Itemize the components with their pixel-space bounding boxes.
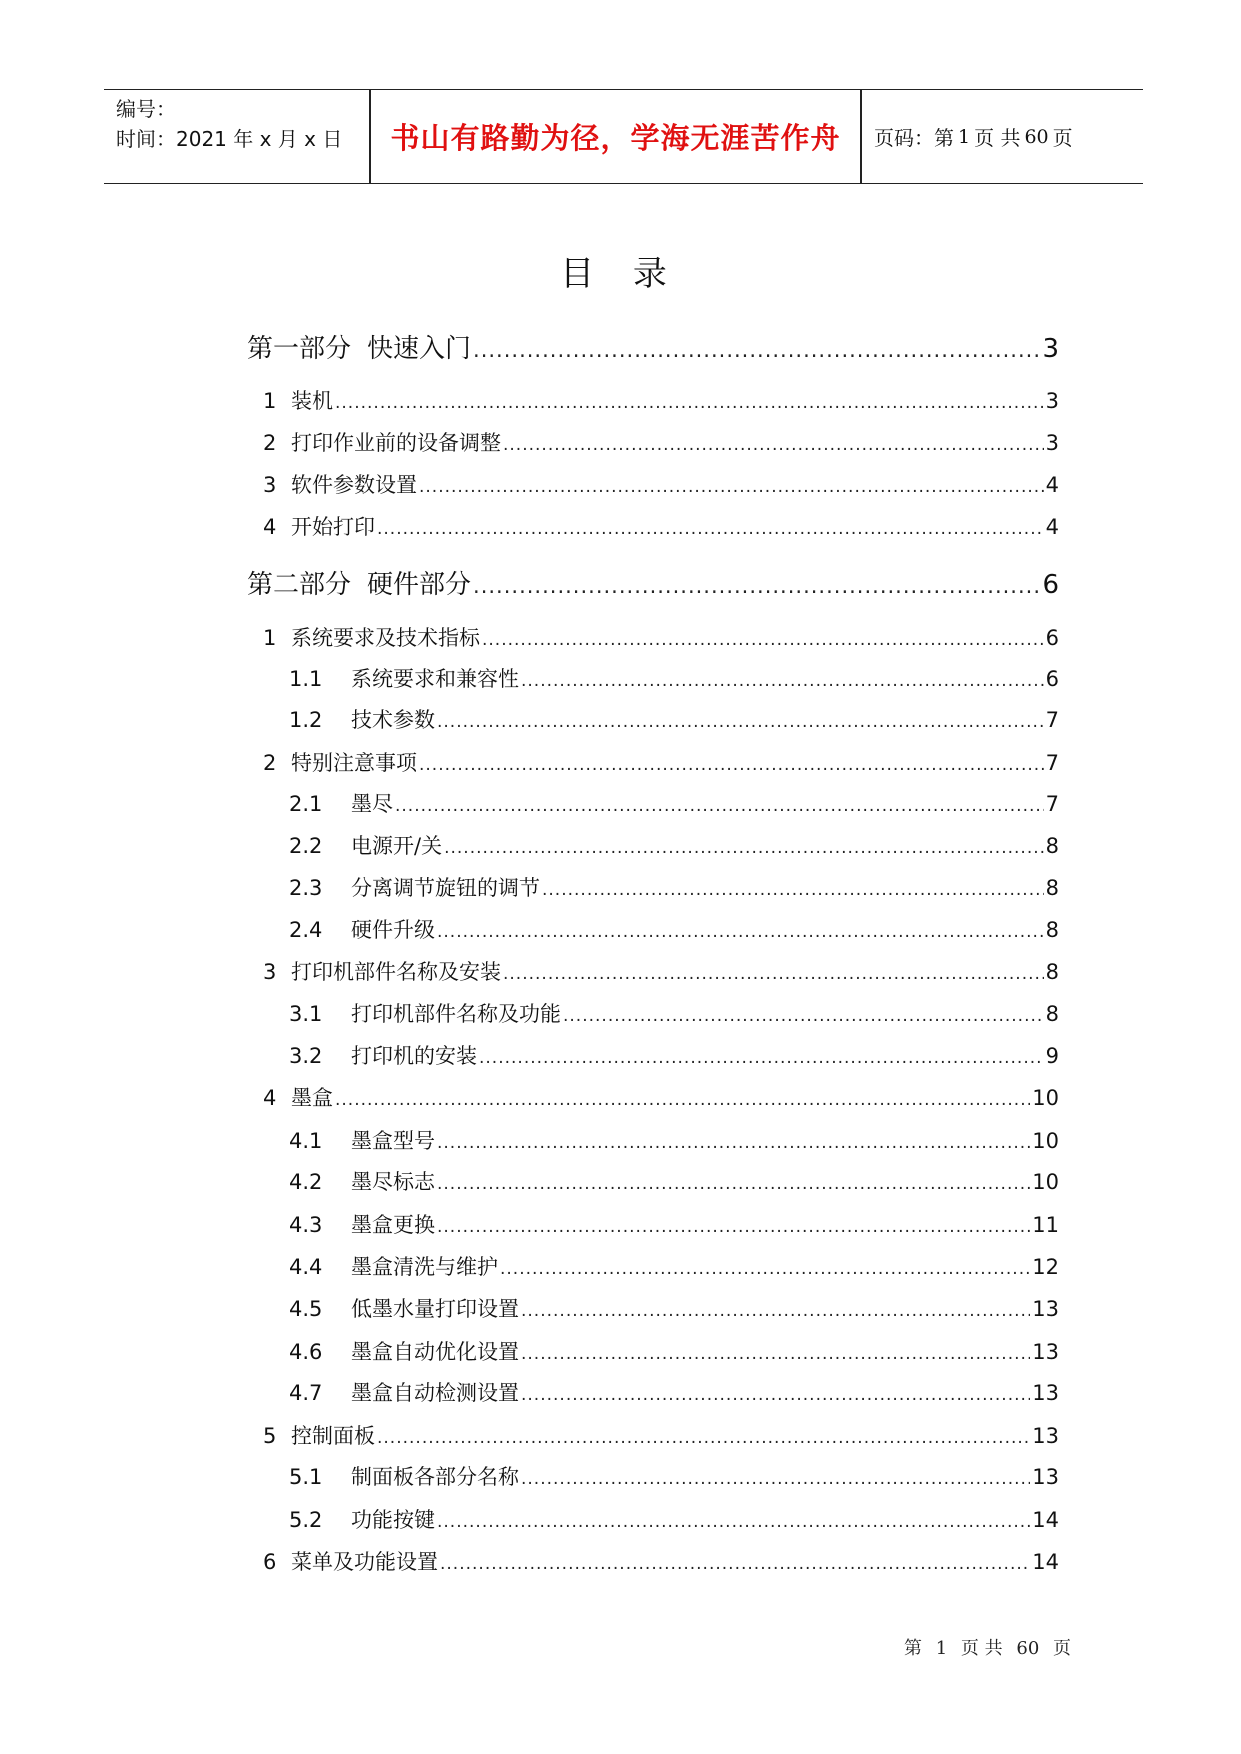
toc-entry-title: 分离调节旋钮的调节: [351, 876, 540, 900]
toc-entry[interactable]: [289, 704, 1059, 734]
toc-entry-number: 4: [263, 515, 277, 539]
toc-dot-leader: [395, 796, 1044, 816]
toc-entry-label: [263, 1546, 438, 1576]
toc-entry-number: 2: [263, 431, 277, 455]
toc-entry-number: 2.1: [289, 792, 323, 816]
toc-entry-page: 3: [1045, 431, 1059, 455]
toc-entry-page: 10: [1032, 1170, 1059, 1194]
footer-prefix: 第: [904, 1638, 922, 1659]
toc-entry-label: [289, 1293, 519, 1323]
toc-entry[interactable]: [247, 564, 1059, 601]
toc-entry-number: 2: [263, 751, 277, 775]
toc-entry-number: 5: [263, 1424, 277, 1448]
toc-dot-leader: [419, 477, 1044, 497]
toc-entry-page: 13: [1032, 1381, 1059, 1405]
toc-entry-title: 低墨水量打印设置: [351, 1297, 519, 1321]
toc-entry-title: 墨盒自动优化设置: [351, 1340, 519, 1364]
toc-entry-title: 技术参数: [351, 708, 435, 732]
toc-entry-title: 特别注意事项: [291, 751, 417, 775]
toc-entry-number: 1.2: [289, 708, 323, 732]
toc-dot-leader: [437, 922, 1044, 942]
toc-entry-title: 菜单及功能设置: [291, 1550, 438, 1574]
toc-entry-number: 4.3: [289, 1213, 323, 1237]
toc-title: 目 录: [560, 254, 681, 294]
toc-entry[interactable]: [289, 1251, 1059, 1281]
footer-total: 60: [1016, 1638, 1040, 1659]
toc-entry-title: 打印机部件名称及功能: [351, 1002, 561, 1026]
toc-dot-leader: [437, 1512, 1030, 1532]
toc-entry-label: [247, 328, 471, 365]
toc-entry-label: [289, 830, 442, 860]
toc-entry-label: [289, 1461, 519, 1491]
toc-entry-number: 3.1: [289, 1002, 323, 1026]
toc-dot-leader: [500, 1259, 1030, 1279]
page-suffix: 页: [1052, 126, 1073, 150]
toc-entry-page: 7: [1045, 708, 1059, 732]
toc-entry-number: 4.6: [289, 1340, 323, 1364]
footer-suffix: 页: [1053, 1638, 1072, 1659]
toc-entry-page: 8: [1045, 876, 1059, 900]
toc-dot-leader: [437, 1174, 1030, 1194]
toc-entry-label: [263, 622, 480, 652]
toc-entry[interactable]: [289, 1040, 1059, 1070]
toc-entry-title: 系统要求和兼容性: [351, 667, 519, 691]
footer-mid: 页 共: [960, 1638, 1003, 1659]
toc-entry-title: 墨盒型号: [351, 1129, 435, 1153]
toc-entry-title: 电源开/关: [351, 834, 443, 858]
toc-entry[interactable]: [289, 1166, 1059, 1196]
toc-entry-number: 5.1: [289, 1465, 323, 1489]
header-meta: [116, 94, 366, 154]
toc-entry-number: 4: [263, 1086, 277, 1110]
toc-entry-number: 1: [263, 626, 277, 650]
toc-entry-label: [289, 914, 435, 944]
toc-entry-number: 1.1: [289, 667, 323, 691]
toc-dot-leader: [419, 755, 1044, 775]
toc-dot-leader: [542, 880, 1044, 900]
toc-entry-label: [247, 564, 471, 601]
toc-dot-leader: [521, 1301, 1030, 1321]
toc-entry-number: 6: [263, 1550, 277, 1574]
toc-dot-leader: [440, 1554, 1030, 1574]
toc-entry-page: 13: [1032, 1424, 1059, 1448]
toc-entry-label: [289, 663, 519, 693]
toc-entry-page: 3: [1042, 334, 1059, 364]
toc-entry-label: [289, 1377, 519, 1407]
toc-entry[interactable]: [247, 328, 1059, 365]
toc-dot-leader: [521, 671, 1044, 691]
toc-entry-label: [263, 385, 333, 415]
toc-entry-number: 3: [263, 473, 277, 497]
toc-entry-page: 13: [1032, 1297, 1059, 1321]
toc-dot-leader: [377, 1428, 1030, 1448]
document-time: 时间：2021 年 x 月 x 日: [116, 127, 343, 151]
toc-entry-number: 4.7: [289, 1381, 323, 1405]
toc-entry-title: 硬件升级: [351, 918, 435, 942]
toc-entry-page: 9: [1045, 1044, 1059, 1068]
toc-dot-leader: [473, 574, 1040, 598]
toc-entry[interactable]: [289, 1377, 1059, 1407]
toc-entry-label: [289, 1251, 498, 1281]
toc-dot-leader: [482, 630, 1044, 650]
toc-entry-title: 打印机的安装: [351, 1044, 477, 1068]
toc-entry-page: 12: [1032, 1255, 1059, 1279]
toc-entry-page: 6: [1045, 667, 1059, 691]
toc-entry-number: 3: [263, 960, 277, 984]
toc-entry-number: 1: [263, 389, 277, 413]
toc-entry-page: 8: [1045, 918, 1059, 942]
toc-entry-label: [263, 956, 501, 986]
toc-entry-label: [289, 704, 435, 734]
toc-dot-leader: [563, 1006, 1044, 1026]
toc-entry-label: [263, 1420, 375, 1450]
toc-entry-page: 7: [1045, 751, 1059, 775]
page-mid: 页 共: [974, 126, 1021, 150]
toc-entry-page: 8: [1045, 834, 1059, 858]
toc-entry-number: 2.4: [289, 918, 323, 942]
toc-dot-leader: [377, 519, 1044, 539]
toc-entry[interactable]: [263, 1420, 1059, 1450]
toc-entry-number: 2.2: [289, 834, 323, 858]
toc-entry-title: 墨盒自动检测设置: [351, 1381, 519, 1405]
toc-entry-title: 软件参数设置: [291, 473, 417, 497]
toc-dot-leader: [335, 393, 1044, 413]
toc-entry-title: 墨尽: [351, 792, 393, 816]
toc-entry-label: [289, 998, 561, 1028]
toc-entry-page: 13: [1032, 1340, 1059, 1364]
toc-entry-label: [263, 511, 375, 541]
toc-entry-number: 2.3: [289, 876, 323, 900]
toc-entry-page: 8: [1045, 960, 1059, 984]
toc-dot-leader: [521, 1344, 1030, 1364]
toc-entry[interactable]: [289, 1125, 1059, 1155]
toc-entry-page: 14: [1032, 1508, 1059, 1532]
toc-entry-title: 墨盒清洗与维护: [351, 1255, 498, 1279]
toc-entry[interactable]: [263, 469, 1059, 499]
toc-dot-leader: [437, 1217, 1030, 1237]
toc-entry-label: [289, 872, 540, 902]
toc-dot-leader: [473, 338, 1040, 362]
toc-entry[interactable]: [289, 1504, 1059, 1534]
toc-entry-label: [289, 1209, 435, 1239]
toc-entry-title: 打印作业前的设备调整: [291, 431, 501, 455]
toc-entry-number: 5.2: [289, 1508, 323, 1532]
header-divider: [860, 90, 862, 183]
toc-entry[interactable]: [289, 788, 1059, 818]
header-motto: 书山有路勤为径，学海无涯苦作舟: [390, 121, 841, 155]
toc-entry-label: [289, 788, 393, 818]
toc-dot-leader: [503, 964, 1044, 984]
toc-entry-label: [289, 1125, 435, 1155]
footer-current: 1: [935, 1638, 948, 1659]
toc-entry-number: 4.4: [289, 1255, 323, 1279]
toc-entry-title: 墨盒: [291, 1086, 333, 1110]
toc-entry[interactable]: [263, 1546, 1059, 1576]
page-footer: [904, 1634, 1079, 1660]
toc-entry-number: 第一部分: [247, 334, 352, 364]
toc-entry[interactable]: [263, 427, 1059, 457]
toc-dot-leader: [444, 838, 1044, 858]
toc-entry[interactable]: [263, 511, 1059, 541]
toc-dot-leader: [479, 1048, 1044, 1068]
toc-entry-page: 7: [1045, 792, 1059, 816]
page-total: 60: [1024, 125, 1049, 148]
toc-entry-label: [263, 469, 417, 499]
toc-entry-title: 快速入门: [367, 334, 472, 364]
toc-entry-page: 6: [1042, 570, 1059, 600]
toc-entry-page: 3: [1045, 389, 1059, 413]
header-page-number: [874, 90, 1073, 183]
toc-entry-title: 装机: [291, 389, 333, 413]
toc-entry-number: 第二部分: [247, 570, 352, 600]
page-header: [104, 89, 1143, 184]
toc-entry-page: 14: [1032, 1550, 1059, 1574]
toc-entry-label: [289, 1040, 477, 1070]
toc-entry-page: 4: [1045, 515, 1059, 539]
toc-dot-leader: [437, 712, 1044, 732]
toc-entry-page: 4: [1045, 473, 1059, 497]
toc-dot-leader: [521, 1469, 1030, 1489]
page-prefix: 页码：第: [874, 126, 954, 150]
toc-entry[interactable]: [263, 385, 1059, 415]
toc-entry[interactable]: [289, 830, 1059, 860]
toc-entry-page: 11: [1032, 1213, 1059, 1237]
document-number-label: 编号：: [116, 97, 176, 121]
page-current: 1: [958, 125, 971, 148]
toc-entry-label: [263, 1082, 333, 1112]
toc-entry-title: 系统要求及技术指标: [291, 626, 480, 650]
toc-dot-leader: [521, 1385, 1030, 1405]
toc-entry-number: 3.2: [289, 1044, 323, 1068]
toc-entry-title: 控制面板: [291, 1424, 375, 1448]
toc-entry[interactable]: [289, 1461, 1059, 1491]
toc-entry[interactable]: [289, 998, 1059, 1028]
toc-entry-number: 4.2: [289, 1170, 323, 1194]
toc-entry[interactable]: [289, 663, 1059, 693]
toc-dot-leader: [437, 1133, 1030, 1153]
toc-entry[interactable]: [289, 1209, 1059, 1239]
toc-entry-title: 制面板各部分名称: [351, 1465, 519, 1489]
toc-entry-label: [263, 427, 501, 457]
toc-entry[interactable]: [263, 747, 1059, 777]
toc-entry-title: 墨盒更换: [351, 1213, 435, 1237]
toc-entry-page: 10: [1032, 1086, 1059, 1110]
toc-entry[interactable]: [289, 914, 1059, 944]
toc-entry-title: 打印机部件名称及安装: [291, 960, 501, 984]
toc-entry-title: 功能按键: [351, 1508, 435, 1532]
toc-entry[interactable]: [289, 1336, 1059, 1366]
toc-entry-label: [289, 1166, 435, 1196]
toc-entry-title: 硬件部分: [367, 570, 472, 600]
toc-entry-title: 开始打印: [291, 515, 375, 539]
toc-entry-label: [289, 1504, 435, 1534]
toc-entry-title: 墨尽标志: [351, 1170, 435, 1194]
toc-entry[interactable]: [263, 956, 1059, 986]
toc-entry-page: 6: [1045, 626, 1059, 650]
toc-entry[interactable]: [263, 622, 1059, 652]
toc-dot-leader: [503, 435, 1044, 455]
toc-entry-page: 13: [1032, 1465, 1059, 1489]
toc-entry-page: 10: [1032, 1129, 1059, 1153]
toc-entry-label: [289, 1336, 519, 1366]
toc-entry-page: 8: [1045, 1002, 1059, 1026]
toc-dot-leader: [335, 1090, 1030, 1110]
toc-entry-number: 4.1: [289, 1129, 323, 1153]
toc-entry-label: [263, 747, 417, 777]
toc-entry[interactable]: [289, 872, 1059, 902]
toc-entry[interactable]: [263, 1082, 1059, 1112]
toc-entry[interactable]: [289, 1293, 1059, 1323]
toc-entry-number: 4.5: [289, 1297, 323, 1321]
